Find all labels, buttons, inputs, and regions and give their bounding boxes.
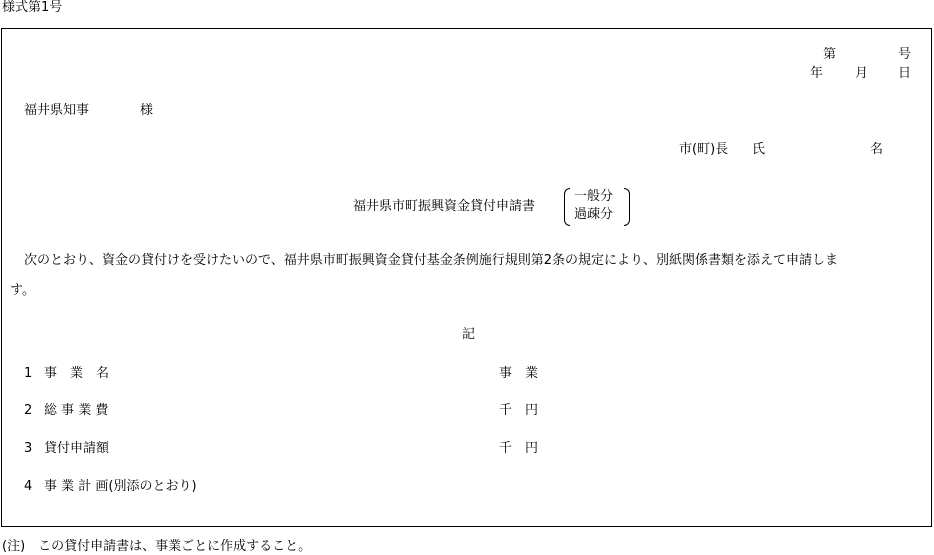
item-number: 4 — [24, 479, 33, 494]
body-text-line-2: す。 — [10, 283, 35, 298]
item-value-loan-amount-unit: 千 円 — [499, 441, 539, 456]
applicant-shi-label: 氏 — [752, 142, 766, 157]
bracket-right — [624, 188, 630, 226]
footnote: (注) この貸付申請書は、事業ごとに作成すること。 — [2, 539, 312, 554]
number-go-label: 号 — [898, 47, 912, 62]
item-label-project-name: 事 業 名 — [44, 366, 110, 381]
body-text-line-1: 次のとおり、資金の貸付けを受けたいので、福井県市町振興資金貸付基金条例施行規則第2条の規定により、別紙関係書類を添えて申請しま — [24, 253, 839, 268]
date-month-label: 月 — [855, 66, 869, 81]
item-number: 3 — [24, 441, 33, 456]
item-label-loan-amount: 貸付申請額 — [44, 441, 110, 456]
item-label-total-cost: 総 事 業 費 — [44, 403, 109, 418]
item-value-total-cost-unit: 千 円 — [499, 403, 539, 418]
addressee-name: 福井県知事 — [24, 103, 90, 118]
form-number: 様式第1号 — [2, 0, 63, 15]
title-option-depopulated: 過疎分 — [574, 207, 614, 222]
applicant-mei-label: 名 — [870, 142, 884, 157]
item-value-project: 事 業 — [499, 366, 539, 381]
item-label-project-plan: 事 業 計 画(別添のとおり) — [44, 479, 197, 494]
item-number: 1 — [24, 366, 33, 381]
bracket-left — [564, 188, 570, 226]
applicant-title: 市(町)長 — [679, 142, 729, 157]
number-dai-label: 第 — [823, 47, 837, 62]
ki-heading: 記 — [462, 327, 476, 342]
title-option-general: 一般分 — [574, 189, 614, 204]
addressee-honorific: 様 — [140, 103, 154, 118]
date-year-label: 年 — [810, 66, 824, 81]
item-number: 2 — [24, 403, 33, 418]
date-day-label: 日 — [898, 66, 912, 81]
document-title: 福井県市町振興資金貸付申請書 — [353, 199, 536, 214]
